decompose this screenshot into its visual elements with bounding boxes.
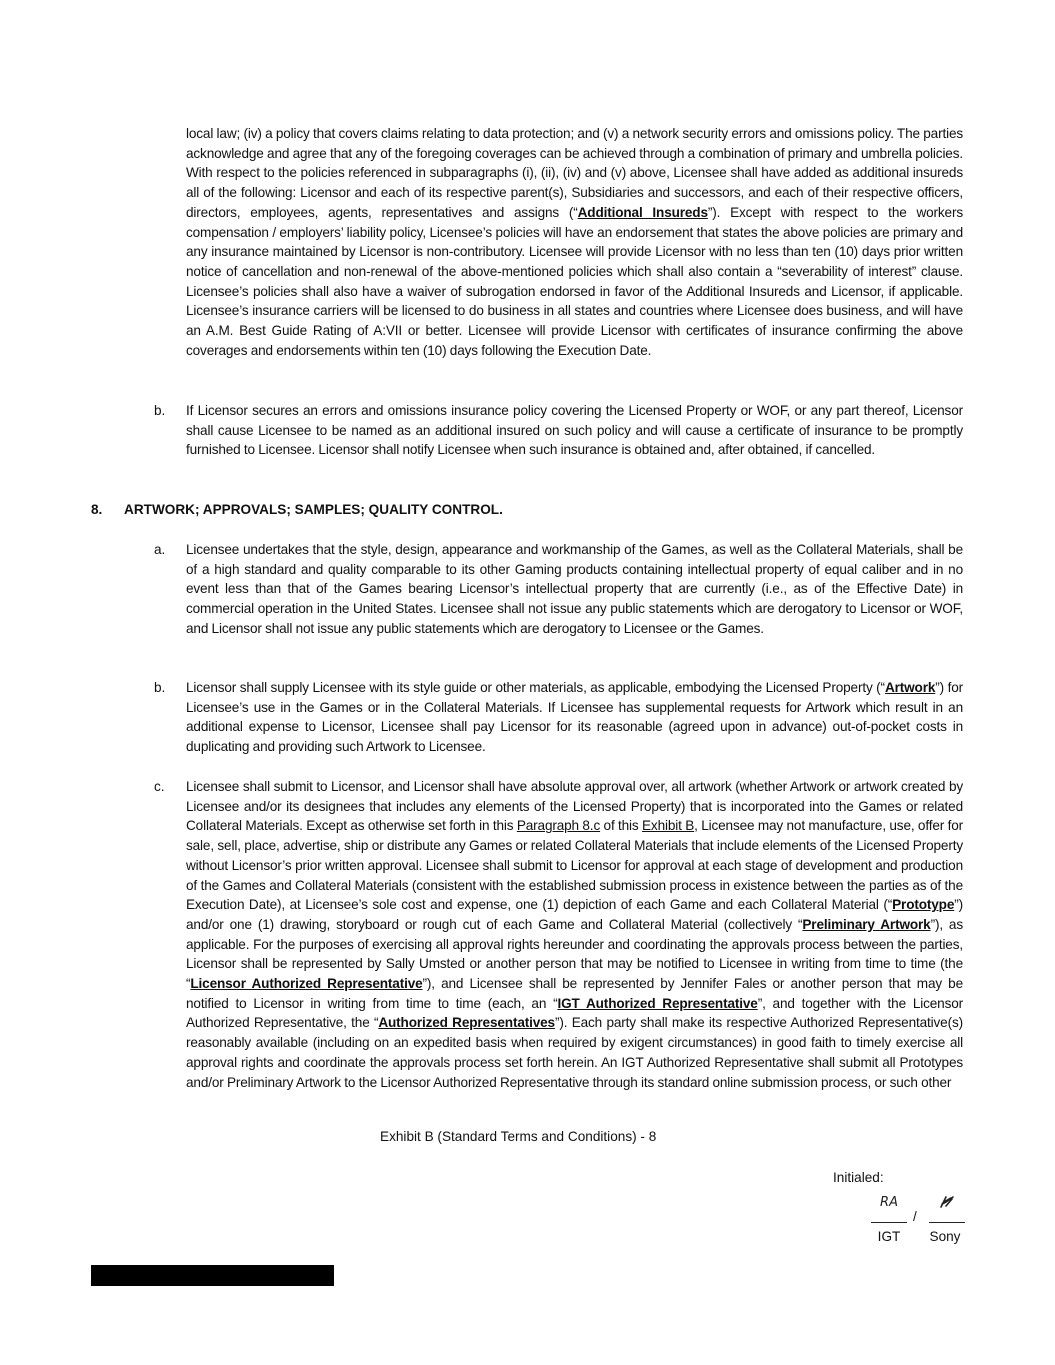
paragraph-8b-letter: b. <box>154 680 166 695</box>
paragraph-8c-text-4: ”) and/or one (1) drawing, storyboard or rough cut of each Game and Collateral Material (collectively “ <box>186 897 963 932</box>
paragraph-8a-letter: a. <box>154 542 166 557</box>
initials-separator: / <box>913 1209 917 1224</box>
paragraph-8c-text-1: Licensee shall submit to Licensor, and Licensor shall have absolute approval over, all artwork (whether Artwork or artwork created by Licensee and/or its designees that includes any elements of the Licensed Property) that is incorporated into the Games or related Collateral Materials. Except as otherwise set forth in this <box>186 779 963 834</box>
defined-term-additional-insureds: Additional Insureds <box>577 204 708 220</box>
section-8-number: 8. <box>91 502 103 517</box>
cross-reference-paragraph-8c: Paragraph 8.c <box>516 818 601 834</box>
igt-initials-label: IGT <box>877 1229 901 1244</box>
section-8-title: ARTWORK; APPROVALS; SAMPLES; QUALITY CONTROL. <box>124 502 503 517</box>
paragraph-7a-text-2: ”). Except with respect to the workers compensation / employers’ liability policy, Licensee’s policies will have an endorsement that states the above policies are primary and any insurance maintained by Licensor is non-contributory. Licensee will provide Licensor with no less than ten (10) days prior written notice of cancellation and non-renewal of the above-mentioned policies which shall also contain a “severability of interest” clause. Licensee’s policies shall also have a waiver of subrogation endorsed in favor of the Additional Insureds and Licensor, if applicable. Licensee’s insurance carriers will be licensed to do business in all states and countries where Licensee does business, and will have an A.M. Best Guide Rating of A:VII or better. Licensee will provide Licensor with certificates of insurance confirming the above coverages and endorsements within ten (10) days following the Execution Date. <box>186 204 963 358</box>
cross-reference-exhibit-b: Exhibit B <box>642 818 695 834</box>
defined-term-preliminary-artwork: Preliminary Artwork <box>802 916 931 932</box>
paragraph-8b-text-1: Licensor shall supply Licensee with its style guide or other materials, as applicable, embodying the Licensed Property (“ <box>186 680 885 695</box>
paragraph-7a-text-1: local law; (iv) a policy that covers claims relating to data protection; and (v) a network security errors and omissions policy. The parties acknowledge and agree that any of the foregoing coverages can be achieved through a combination of primary and umbrella policies. With respect to the policies referenced in subparagraphs (i), (ii), (iv) and (v) above, Licensee shall have added as additional insureds all of the following: Licensor and each of its respective parent(s), Subsidiaries and successors, and each of their respective officers, directors, employees, agents, representatives and assigns (“ <box>186 126 963 220</box>
paragraph-8c-text-7: ”, and together with the Licensor Authorized Representative, the “ <box>186 995 963 1031</box>
paragraph-7a-continued <box>186 124 963 360</box>
paragraph-8c-text-8: ”). Each party shall make its respective Authorized Representative(s) reasonably available (including on an expedited basis when required by exigent circumstances) in good faith to timely exercise all approval rights and coordinate the approvals process set forth herein. An IGT Authorized Representative shall submit all Prototypes and/or Preliminary Artwork to the Licensor Authorized Representative through its standard online submission process, or such other <box>186 1015 963 1090</box>
defined-term-licensor-authorized-representative: Licensor Authorized Representative <box>190 976 423 992</box>
paragraph-7b-letter: b. <box>154 403 166 418</box>
paragraph-8c-text-2: of this <box>600 818 643 834</box>
paragraph-8b <box>186 678 963 757</box>
paragraph-8c-text-6: ”), and Licensee shall be represented by Jennifer Fales or another person that may be notified to Licensor in writing from time to time (each, an “ <box>186 976 963 1011</box>
section-8-heading <box>91 500 503 520</box>
sony-initials-label: Sony <box>929 1229 961 1244</box>
defined-term-igt-authorized-representative: IGT Authorized Representative <box>557 995 758 1011</box>
paragraph-7b: If Licensor secures an errors and omissions insurance policy covering the Licensed Property or WOF, or any part thereof, Licensor shall cause Licensee to be named as an additional insured on such policy and will cause a certificate of insurance to be promptly furnished to Licensee. Licensor shall notify Licensee when such insurance is obtained and, after obtained, if cancelled. <box>186 403 963 458</box>
defined-term-authorized-representatives: Authorized Representatives <box>378 1015 555 1031</box>
defined-term-artwork: Artwork <box>884 680 936 695</box>
redaction-bar <box>91 1265 334 1286</box>
paragraph-8a: Licensee undertakes that the style, design, appearance and workmanship of the Games, as well as the Collateral Materials, shall be of a high standard and quality comparable to its other Gaming products containing intellectual property of equal caliber and in no event less than that of the Games bearing Licensor’s intellectual property that are currently (i.e., as of the Effective Date) in commercial operation in the United States. Licensee shall not issue any public statements which are derogatory to Licensor or WOF, and Licensor shall not issue any public statements which are derogatory to Licensee or the Games. <box>186 542 963 636</box>
page-footer: Exhibit B (Standard Terms and Conditions) - 8 <box>380 1129 657 1144</box>
paragraph-8c-letter: c. <box>154 779 165 794</box>
initialed-label: Initialed: <box>833 1170 884 1185</box>
defined-term-prototype: Prototype <box>892 897 955 913</box>
paragraph-8c <box>186 777 963 1092</box>
paragraph-8b-text-2: ”) for Licensee’s use in the Games or in the Collateral Materials. If Licensee has supplemental requests for Artwork which result in an additional expense to Licensor, Licensee shall pay Licensor for its reasonable (agreed upon in advance) out-of-pocket costs in duplicating and providing such Artwork to Licensee. <box>186 680 964 755</box>
sony-initials-line <box>929 1192 965 1223</box>
sony-initials-signature-icon <box>939 1195 955 1209</box>
paragraph-8c-text-3: , Licensee may not manufacture, use, offer for sale, sell, place, advertise, ship or distribute any Games or related Collateral Materials that include elements of the Licensed Property without Licensor’s prior written approval. Licensee shall submit to Licensor for approval at each stage of development and production of the Games and Collateral Materials (consistent with the established submission process in existence between the parties as of the Execution Date), at Licensee’s sole cost and expense, one (1) depiction of each Game and each Collateral Material (“ <box>186 818 963 913</box>
paragraph-8c-text-5: ”), as applicable. For the purposes of exercising all approval rights hereunder and coordinating the approvals process between the parties, Licensor shall be represented by Sally Umsted or another person that may be notified to Licensee in writing from time to time (the “ <box>186 916 963 992</box>
igt-initials-mark: RA <box>880 1195 898 1210</box>
igt-initials-line <box>871 1192 907 1223</box>
